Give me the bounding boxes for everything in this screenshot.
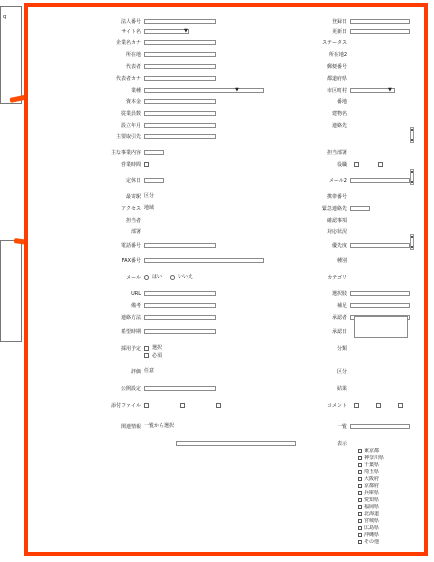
list-item[interactable]: 広島県 bbox=[358, 525, 410, 532]
field-label: ステータス bbox=[322, 40, 347, 46]
field-label: 結果 bbox=[336, 386, 347, 392]
field-label: 代表者カナ bbox=[115, 76, 141, 82]
text-input[interactable] bbox=[144, 19, 216, 24]
form-row bbox=[36, 122, 416, 130]
form-row bbox=[36, 133, 416, 141]
list-item[interactable]: 神奈川県 bbox=[358, 455, 410, 462]
chevron-down-icon: ▼ bbox=[388, 87, 392, 93]
prefecture-list[interactable] bbox=[358, 448, 410, 546]
list-item[interactable]: 宮城県 bbox=[358, 518, 410, 525]
checkbox[interactable] bbox=[378, 162, 383, 167]
checkbox[interactable] bbox=[144, 162, 149, 167]
list-item[interactable]: 京都府 bbox=[358, 483, 410, 490]
text-input[interactable] bbox=[144, 386, 216, 391]
text-input[interactable] bbox=[144, 64, 216, 69]
field-label: FAX番号 bbox=[121, 258, 141, 264]
field-label: メール bbox=[126, 275, 141, 281]
list-item[interactable]: 兵庫県 bbox=[358, 490, 410, 497]
checkbox[interactable] bbox=[144, 346, 149, 351]
field-label: 営業時間 bbox=[120, 162, 141, 168]
list-item[interactable]: 千葉県 bbox=[358, 462, 410, 469]
field-label: 補足 bbox=[336, 303, 347, 309]
field-label: 優先度 bbox=[331, 243, 347, 249]
text-input[interactable] bbox=[144, 111, 216, 116]
text-input[interactable] bbox=[350, 178, 410, 183]
text-input[interactable] bbox=[144, 134, 216, 139]
text-input[interactable] bbox=[144, 52, 216, 57]
inline-text: いいえ bbox=[178, 274, 194, 280]
field-label: 選択肢 bbox=[331, 291, 347, 297]
field-label: 連絡方法 bbox=[120, 315, 141, 321]
list-item[interactable]: 福岡県 bbox=[358, 504, 410, 511]
field-label: メール2 bbox=[328, 178, 347, 184]
select-input[interactable] bbox=[350, 424, 410, 429]
field-label: 都道府県 bbox=[326, 76, 347, 82]
field-label: 希望時期 bbox=[120, 329, 141, 335]
field-label: 確認事項 bbox=[326, 218, 347, 224]
form-row bbox=[36, 149, 416, 157]
field-label: 電話番号 bbox=[120, 243, 141, 249]
text-input[interactable] bbox=[144, 315, 216, 320]
checkbox[interactable] bbox=[144, 403, 149, 408]
form-row bbox=[36, 242, 416, 250]
text-input[interactable] bbox=[144, 76, 216, 81]
inline-text: 地域 bbox=[144, 205, 155, 211]
field-label: 市区町村 bbox=[326, 88, 347, 94]
number-input[interactable] bbox=[144, 178, 164, 183]
field-label: 主要取引先 bbox=[115, 134, 141, 140]
background-note-bottom bbox=[0, 240, 22, 342]
form-row bbox=[36, 18, 416, 26]
text-input[interactable] bbox=[350, 291, 410, 296]
field-label: 評価 bbox=[130, 369, 141, 375]
form-row bbox=[36, 51, 416, 59]
form-row bbox=[36, 193, 416, 201]
form-row bbox=[36, 63, 416, 71]
checkbox[interactable] bbox=[398, 403, 403, 408]
form-row bbox=[36, 205, 416, 213]
field-label: 承認日 bbox=[331, 329, 347, 335]
inline-text: 選択 bbox=[152, 345, 163, 351]
field-label: 法人番号 bbox=[120, 19, 141, 25]
field-label: 役職 bbox=[336, 162, 347, 168]
field-label: 区分 bbox=[336, 369, 347, 375]
field-label: 番地 bbox=[336, 99, 347, 105]
inline-text: 必須 bbox=[152, 353, 163, 359]
select-input[interactable] bbox=[350, 206, 370, 211]
form-row bbox=[36, 385, 416, 393]
field-label: コメント bbox=[326, 403, 347, 409]
form-row bbox=[36, 402, 416, 410]
form-row bbox=[36, 440, 416, 448]
text-input[interactable] bbox=[144, 303, 216, 308]
field-label: 担当部署 bbox=[326, 150, 347, 156]
field-label: 部署 bbox=[130, 229, 141, 235]
field-label: サイト名 bbox=[121, 29, 141, 35]
background-note-top-mark: q bbox=[3, 14, 7, 20]
text-input[interactable] bbox=[144, 291, 216, 296]
field-label: 設立年月 bbox=[120, 123, 141, 129]
field-label: 従業員数 bbox=[120, 111, 141, 117]
form-row bbox=[36, 28, 416, 36]
field-label: 関連情報 bbox=[120, 424, 141, 430]
field-label: 連絡先 bbox=[331, 123, 347, 129]
text-input[interactable] bbox=[144, 329, 216, 334]
form-row bbox=[36, 110, 416, 118]
list-item[interactable]: その他 bbox=[358, 539, 410, 546]
field-label: 一覧 bbox=[336, 424, 347, 430]
field-label: 郵便番号 bbox=[326, 64, 347, 70]
text-input[interactable] bbox=[176, 441, 296, 446]
form-row bbox=[36, 217, 416, 225]
field-label: 定休日 bbox=[125, 178, 141, 184]
field-label: 承認者 bbox=[331, 315, 347, 321]
chevron-down-icon: ▼ bbox=[235, 87, 239, 93]
field-label: 所在地2 bbox=[328, 52, 347, 58]
checkbox[interactable] bbox=[144, 353, 149, 358]
text-input[interactable] bbox=[144, 243, 216, 248]
form-row bbox=[36, 39, 416, 47]
field-label: 業種 bbox=[130, 88, 141, 94]
field-label: 建物名 bbox=[331, 111, 347, 117]
form-row bbox=[36, 302, 416, 310]
number-input[interactable] bbox=[144, 150, 164, 155]
inline-text: 任意 bbox=[144, 368, 155, 374]
radio[interactable] bbox=[170, 275, 175, 280]
form-row bbox=[36, 161, 416, 169]
field-label: 採用予定 bbox=[120, 346, 141, 352]
field-label: 代表者 bbox=[125, 64, 141, 70]
field-label: 種別 bbox=[336, 258, 347, 264]
field-label: カテゴリ bbox=[327, 275, 347, 281]
radio[interactable] bbox=[144, 275, 149, 280]
text-input[interactable] bbox=[350, 19, 410, 24]
field-label: 携帯番号 bbox=[326, 194, 347, 200]
field-label: 対応状況 bbox=[326, 229, 347, 235]
list-item[interactable]: 大阪府 bbox=[358, 476, 410, 483]
inline-text: 区分 bbox=[144, 193, 155, 199]
list-item[interactable]: 沖縄県 bbox=[358, 532, 410, 539]
field-label: 分類 bbox=[336, 346, 347, 352]
background-note-top bbox=[0, 6, 22, 104]
field-label: アクセス bbox=[121, 206, 141, 212]
text-input[interactable] bbox=[144, 123, 216, 128]
form-row bbox=[36, 228, 416, 236]
scrollbar[interactable] bbox=[410, 234, 414, 250]
form-row bbox=[36, 177, 416, 185]
field-label: 最寄駅 bbox=[125, 194, 141, 200]
field-label: 表示 bbox=[336, 441, 347, 447]
form-row bbox=[36, 290, 416, 298]
select-input[interactable] bbox=[144, 29, 189, 34]
checkbox[interactable] bbox=[376, 403, 381, 408]
inline-text: はい bbox=[152, 274, 163, 280]
field-label: 所在地 bbox=[125, 52, 141, 58]
form-row bbox=[36, 98, 416, 106]
field-label: 緊急連絡先 bbox=[321, 206, 347, 212]
text-input[interactable] bbox=[350, 243, 410, 248]
form-grid bbox=[36, 12, 416, 552]
field-label: 更新日 bbox=[331, 29, 347, 35]
text-input[interactable] bbox=[350, 29, 410, 34]
checkbox[interactable] bbox=[354, 403, 359, 408]
field-label: 備考 bbox=[130, 303, 141, 309]
chevron-down-icon: ▼ bbox=[184, 28, 188, 34]
multi-select-list[interactable] bbox=[354, 316, 408, 338]
checkbox[interactable] bbox=[180, 403, 185, 408]
form-row bbox=[36, 345, 416, 359]
scrollbar[interactable] bbox=[410, 169, 414, 185]
text-input[interactable] bbox=[144, 99, 216, 104]
scrollbar[interactable] bbox=[410, 127, 414, 143]
field-label: 担当者 bbox=[125, 218, 141, 224]
form-row bbox=[36, 423, 416, 431]
form-row bbox=[36, 257, 416, 265]
form-row bbox=[36, 87, 416, 95]
field-label: 資本金 bbox=[125, 99, 141, 105]
field-label: 添付ファイル bbox=[111, 403, 141, 409]
field-label: URL bbox=[131, 291, 141, 297]
text-input[interactable] bbox=[144, 40, 216, 45]
list-item[interactable]: 東京都 bbox=[358, 448, 410, 455]
form-row bbox=[36, 75, 416, 83]
checkbox[interactable] bbox=[354, 162, 359, 167]
field-label: 公開設定 bbox=[120, 386, 141, 392]
list-item[interactable]: 北海道 bbox=[358, 511, 410, 518]
inline-text: 一覧から選択 bbox=[144, 423, 175, 429]
text-input[interactable] bbox=[350, 303, 410, 308]
list-item[interactable]: 埼玉県 bbox=[358, 469, 410, 476]
form-row bbox=[36, 368, 416, 376]
form-screenshot-frame bbox=[24, 3, 428, 556]
field-label: 登録日 bbox=[331, 19, 347, 25]
field-label: 主な事業内容 bbox=[110, 150, 141, 156]
field-label: 企業名カナ bbox=[115, 40, 141, 46]
checkbox[interactable] bbox=[216, 403, 221, 408]
form-row bbox=[36, 328, 416, 336]
form-row bbox=[36, 274, 416, 282]
list-item[interactable]: 愛知県 bbox=[358, 497, 410, 504]
